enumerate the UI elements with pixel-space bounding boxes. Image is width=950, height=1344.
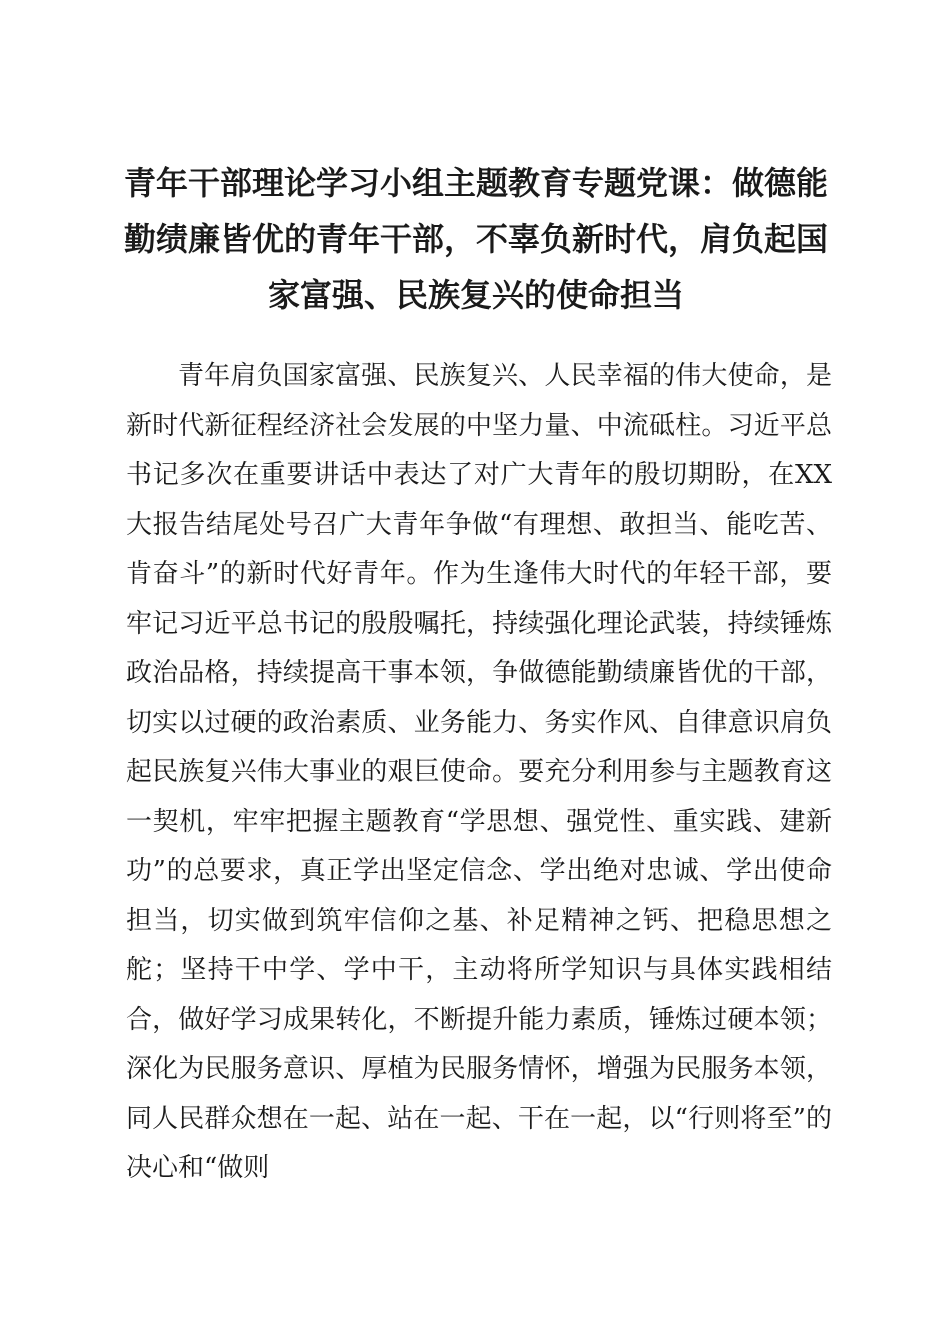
document-title: 青年干部理论学习小组主题教育专题党课：做德能勤绩廉皆优的青年干部，不辜负新时代，肩负起国家富强、民族复兴的使命担当 <box>123 164 828 314</box>
body-paragraph: 青年肩负国家富强、民族复兴、人民幸福的伟大使命，是新时代新征程经济社会发展的中坚力量、中流砥柱。习近平总书记多次在重要讲话中表达了对广大青年的殷切期盼，在XX大报告结尾处号召广大青年争做“有理想、敢担当、能吃苦、肯奋斗”的新时代好青年。作为生逢伟大时代的年轻干部，要牢记习近平总书记的殷殷嘱托，持续强化理论武装，持续锤炼政治品格，持续提高干事本领，争做德能勤绩廉皆优的干部，切实以过硬的政治素质、业务能力、务实作风、自律意识肩负起民族复兴伟大事业的艰巨使命。要充分利用参与主题教育这一契机，牢牢把握主题教育“学思想、强党性、重实践、建新功”的总要求，真正学出坚定信念、学出绝对忠诚、学出使命担当，切实做到筑牢信仰之基、补足精神之钙、把稳思想之舵；坚持干中学、学中干，主动将所学知识与具体实践相结合，做好学习成果转化，不断提升能力素质，锤炼过硬本领；深化为民服务意识、厚植为民服务情怀，增强为民服务本领，同人民群众想在一起、站在一起、干在一起，以“行则将至”的决心和“做则 <box>126 361 832 1183</box>
